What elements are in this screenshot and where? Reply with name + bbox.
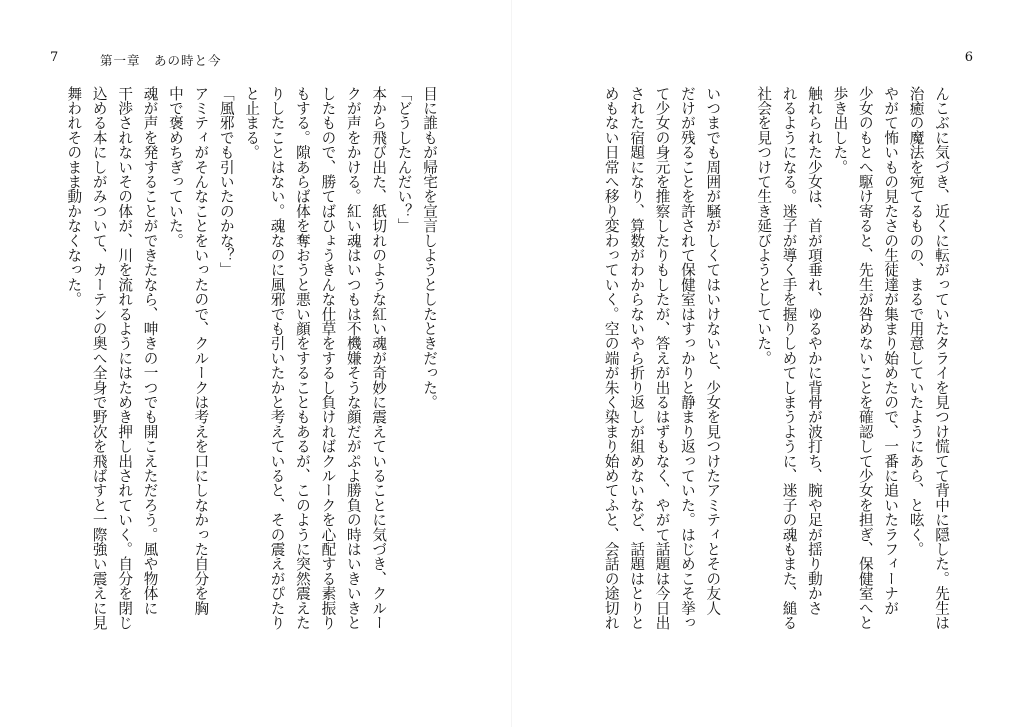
text-line: めもない日常へ移り変わっていく。空の端が朱く染まり始めてふと、会話の途切れ bbox=[602, 86, 620, 630]
text-line: したもので、勝てばひょうきんな仕草をするし負ければクルークを心配する素振り bbox=[319, 86, 337, 630]
text-line: れるようになる。迷子が導く手を握りしめてしまうように、迷子の魂もまた、縋る bbox=[780, 86, 798, 630]
text-line: 治癒の魔法を宛てるものの、まるで用意していたようにあら、と呟く。 bbox=[907, 86, 925, 557]
text-line: 込める本にしがみついて、カーテンの奥へ全身で野次を飛ばすと一際強い震えに見 bbox=[90, 86, 108, 630]
text-line: 中で褒めちぎっていた。 bbox=[166, 86, 184, 248]
right-page bbox=[512, 0, 1024, 727]
text-line: 干渉されないその体が、川を流れるようにはためき押し出されていく。自分を閉じ bbox=[116, 86, 134, 630]
running-head: 第一章 あの時と今 bbox=[100, 53, 222, 68]
text-line: 社会を見つけて生き延びようとしていた。 bbox=[755, 86, 773, 366]
page-number-right: 6 bbox=[964, 50, 974, 65]
text-line: と止まる。 bbox=[243, 86, 261, 160]
text-line: された宿題になり、算数がわからないやら折り返しが組めないなど、話題はとりと bbox=[628, 86, 646, 630]
text-line: て少女の身元を推察したりもしたが、答えが出るはずもなく、やがて話題は今日出 bbox=[653, 86, 671, 630]
text-line: クが声をかける。紅い魂はいつもは不機嫌そうな顔だがぷよ勝負の時はいきいきと bbox=[344, 86, 362, 630]
right-body-text bbox=[594, 86, 954, 666]
text-line: 少女のもとへ駆け寄ると、先生が咎めないことを確認して少女を担ぎ、保健室へと bbox=[856, 86, 874, 630]
text-line bbox=[725, 86, 750, 666]
text-line: 「風邪でも引いたのかな？」 bbox=[217, 86, 235, 278]
text-line: だけが残ることを許されて保健室はすっかりと静まり返っていた。はじめこそ挙っ bbox=[678, 86, 696, 630]
text-line: りしたことはない。魂なのに風邪でも引いたかと考えていると、その震えがぴたり bbox=[268, 86, 286, 630]
text-line: 目に誰もが帰宅を宣言しようとしたときだった。 bbox=[421, 86, 438, 410]
text-line: 本から飛び出た、紙切れのような紅い魂が奇妙に震えていることに気づき、クルー bbox=[370, 86, 388, 630]
text-line: 歩き出した。 bbox=[831, 86, 849, 175]
text-line: もする。隙あらば体を奪おうと悪い顔をすることもあるが、このように突然震えた bbox=[293, 86, 311, 630]
left-body-text bbox=[65, 86, 442, 666]
text-line: 舞われそのまま動かなくなった。 bbox=[65, 86, 83, 307]
text-line: アミティがそんなことをいったので、クルークは考えを口にしなかった自分を胸 bbox=[192, 86, 210, 616]
text-line: 魂が声を発することができたなら、呻きの一つでも開こえただろう。風や物体に bbox=[141, 86, 159, 616]
page-number-left: 7 bbox=[50, 50, 60, 65]
text-line: いつまでも周囲が騒がしくてはいけないと、少女を見つけたアミティとその友人 bbox=[704, 86, 722, 616]
text-line: んこぶに気づき、近くに転がっていたタライを見つけ慌てて背中に隠した。先生は bbox=[933, 86, 950, 630]
text-line: 触れられた少女は、首が項垂れ、ゆるやかに背骨が波打ち、腕や足が揺り動かさ bbox=[805, 86, 823, 616]
text-line: やがて怖いもの見たさの生徒達が集まり始めたので、一番に追いたラフィーナが bbox=[882, 86, 900, 616]
text-line: 「どうしたんだい？」 bbox=[395, 86, 413, 233]
